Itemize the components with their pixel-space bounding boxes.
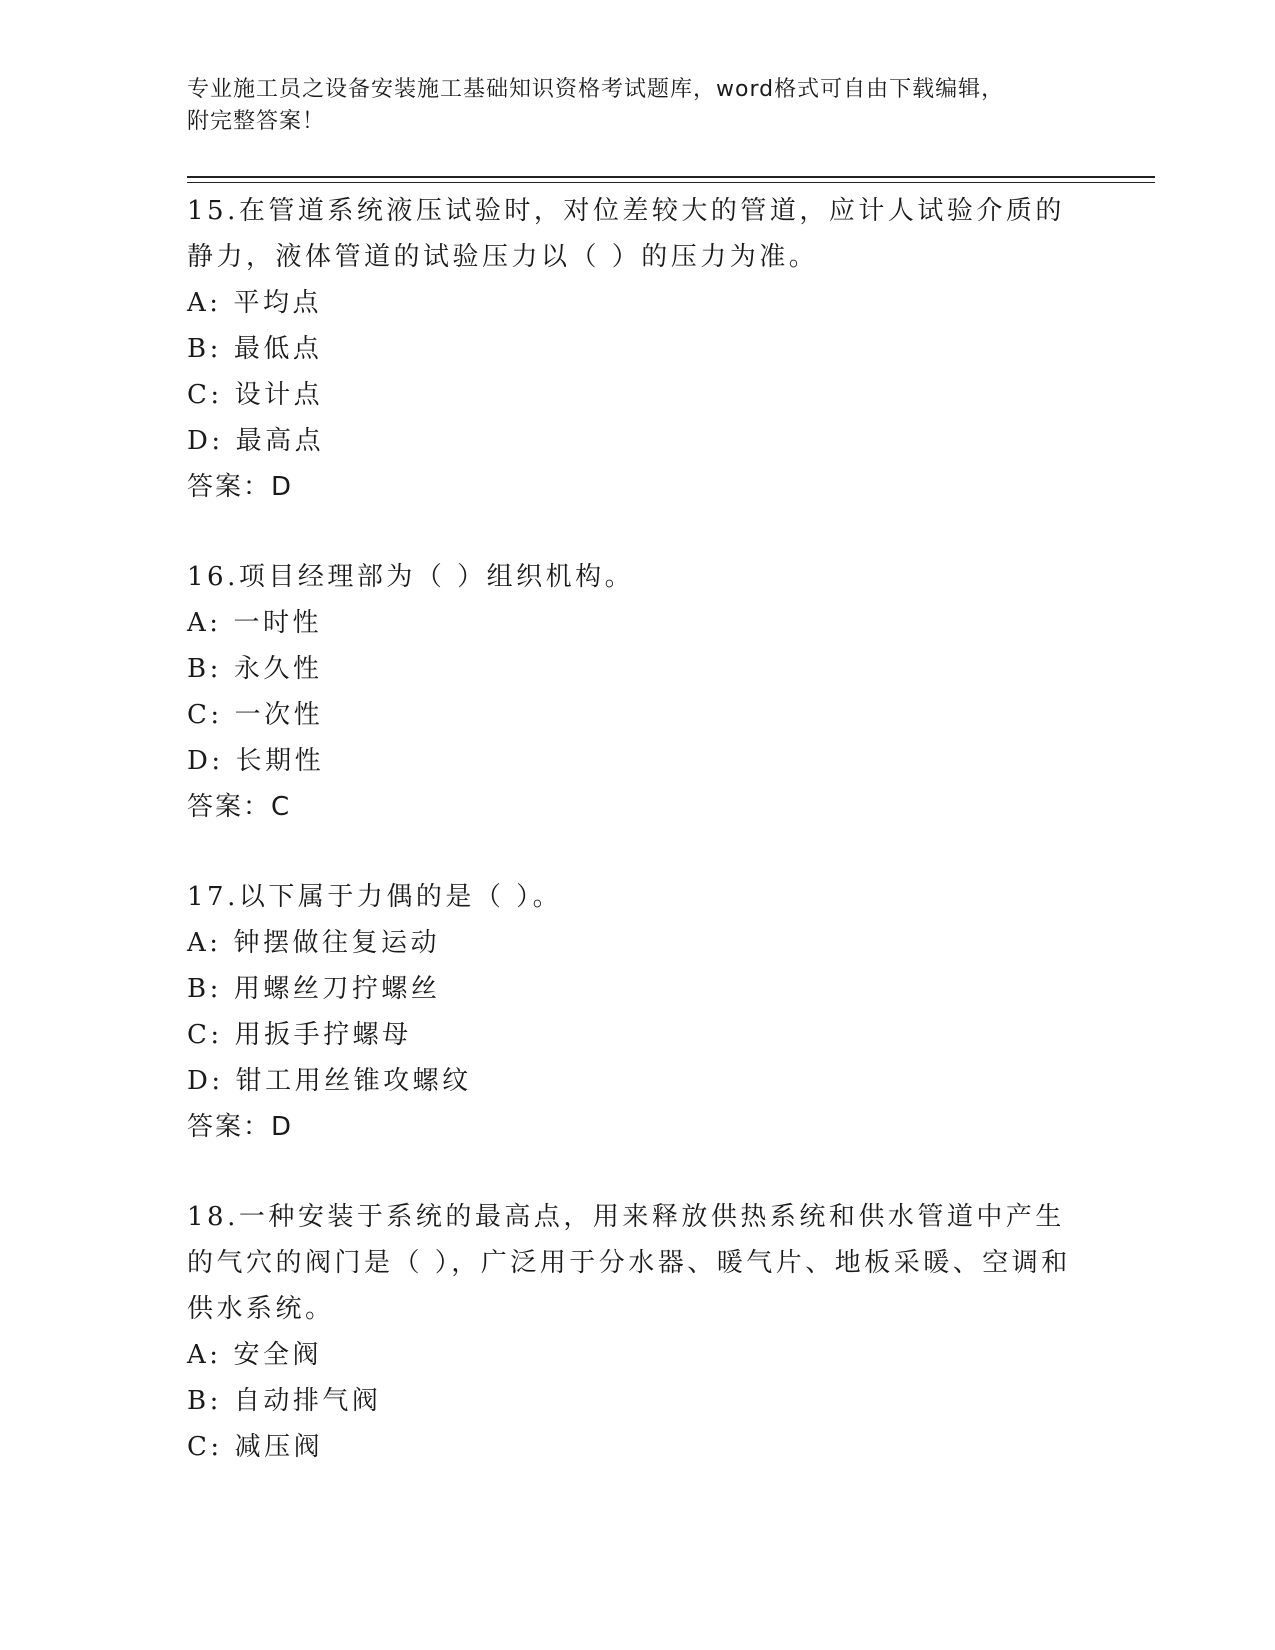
option-letter: A: [187,288,222,318]
option-letter: A: [187,1340,222,1370]
question-15 [187,188,1087,510]
option-letter: D: [187,426,224,456]
option-text: 长期性 [235,746,325,776]
question-17 [187,874,1087,1150]
answer-line: 答案：D [187,472,294,502]
option-letter: A: [187,608,222,638]
option-text: 最高点 [235,426,325,456]
header-line-2: 附完整答案！ [187,109,326,134]
question-stem: 16.项目经理部为（ ）组织机构。 [187,562,635,592]
option-b [187,1378,1087,1424]
option-d [187,418,1087,464]
question-16 [187,554,1087,830]
option-text: 自动排气阀 [233,1386,382,1416]
option-a [187,1332,1087,1378]
option-letter: D: [187,746,224,776]
option-text: 用扳手拧螺母 [234,1020,412,1050]
answer-line: 答案：C [187,792,292,822]
option-d [187,1058,1087,1104]
header-divider-thick [187,176,1155,178]
option-b [187,966,1087,1012]
option-letter: C: [187,1432,223,1462]
option-text: 钳工用丝锥攻螺纹 [235,1066,472,1096]
option-letter: B: [187,974,222,1004]
option-letter: B: [187,654,222,684]
option-text: 平均点 [233,288,323,318]
option-text: 一次性 [234,700,324,730]
option-text: 安全阀 [233,1340,323,1370]
question-stem: 17.以下属于力偶的是（ ）。 [187,882,563,912]
question-stem: 15.在管道系统液压试验时，对位差较大的管道，应计人试验介质的静力，液体管道的试验压力以（ ）的压力为准。 [187,196,1065,272]
option-c [187,372,1087,418]
option-text: 用螺丝刀拧螺丝 [233,974,441,1004]
question-list [187,188,1087,1514]
option-letter: D: [187,1066,224,1096]
option-letter: C: [187,380,223,410]
option-text: 设计点 [234,380,324,410]
option-text: 钟摆做往复运动 [233,928,441,958]
option-a [187,600,1087,646]
question-stem: 18.一种安装于系统的最高点，用来释放供热系统和供水管道中产生的气穴的阀门是（ ），广泛用于分水器、暖气片、地板采暖、空调和供水系统。 [187,1202,1071,1324]
option-a [187,920,1087,966]
option-text: 一时性 [233,608,323,638]
option-text: 永久性 [233,654,323,684]
option-c [187,1012,1087,1058]
option-letter: B: [187,334,222,364]
option-b [187,646,1087,692]
option-text: 减压阀 [234,1432,324,1462]
option-letter: C: [187,700,223,730]
answer-line: 答案：D [187,1112,294,1142]
option-b [187,326,1087,372]
option-a [187,280,1087,326]
option-letter: A: [187,928,222,958]
option-text: 最低点 [233,334,323,364]
header-divider-thin [187,182,1155,183]
option-letter: C: [187,1020,223,1050]
option-c [187,692,1087,738]
header-line-1: 专业施工员之设备安装施工基础知识资格考试题库，word格式可自由下载编辑， [187,77,1005,102]
option-d [187,738,1087,784]
document-header [187,74,1087,138]
question-18 [187,1194,1087,1470]
option-c [187,1424,1087,1470]
option-letter: B: [187,1386,222,1416]
